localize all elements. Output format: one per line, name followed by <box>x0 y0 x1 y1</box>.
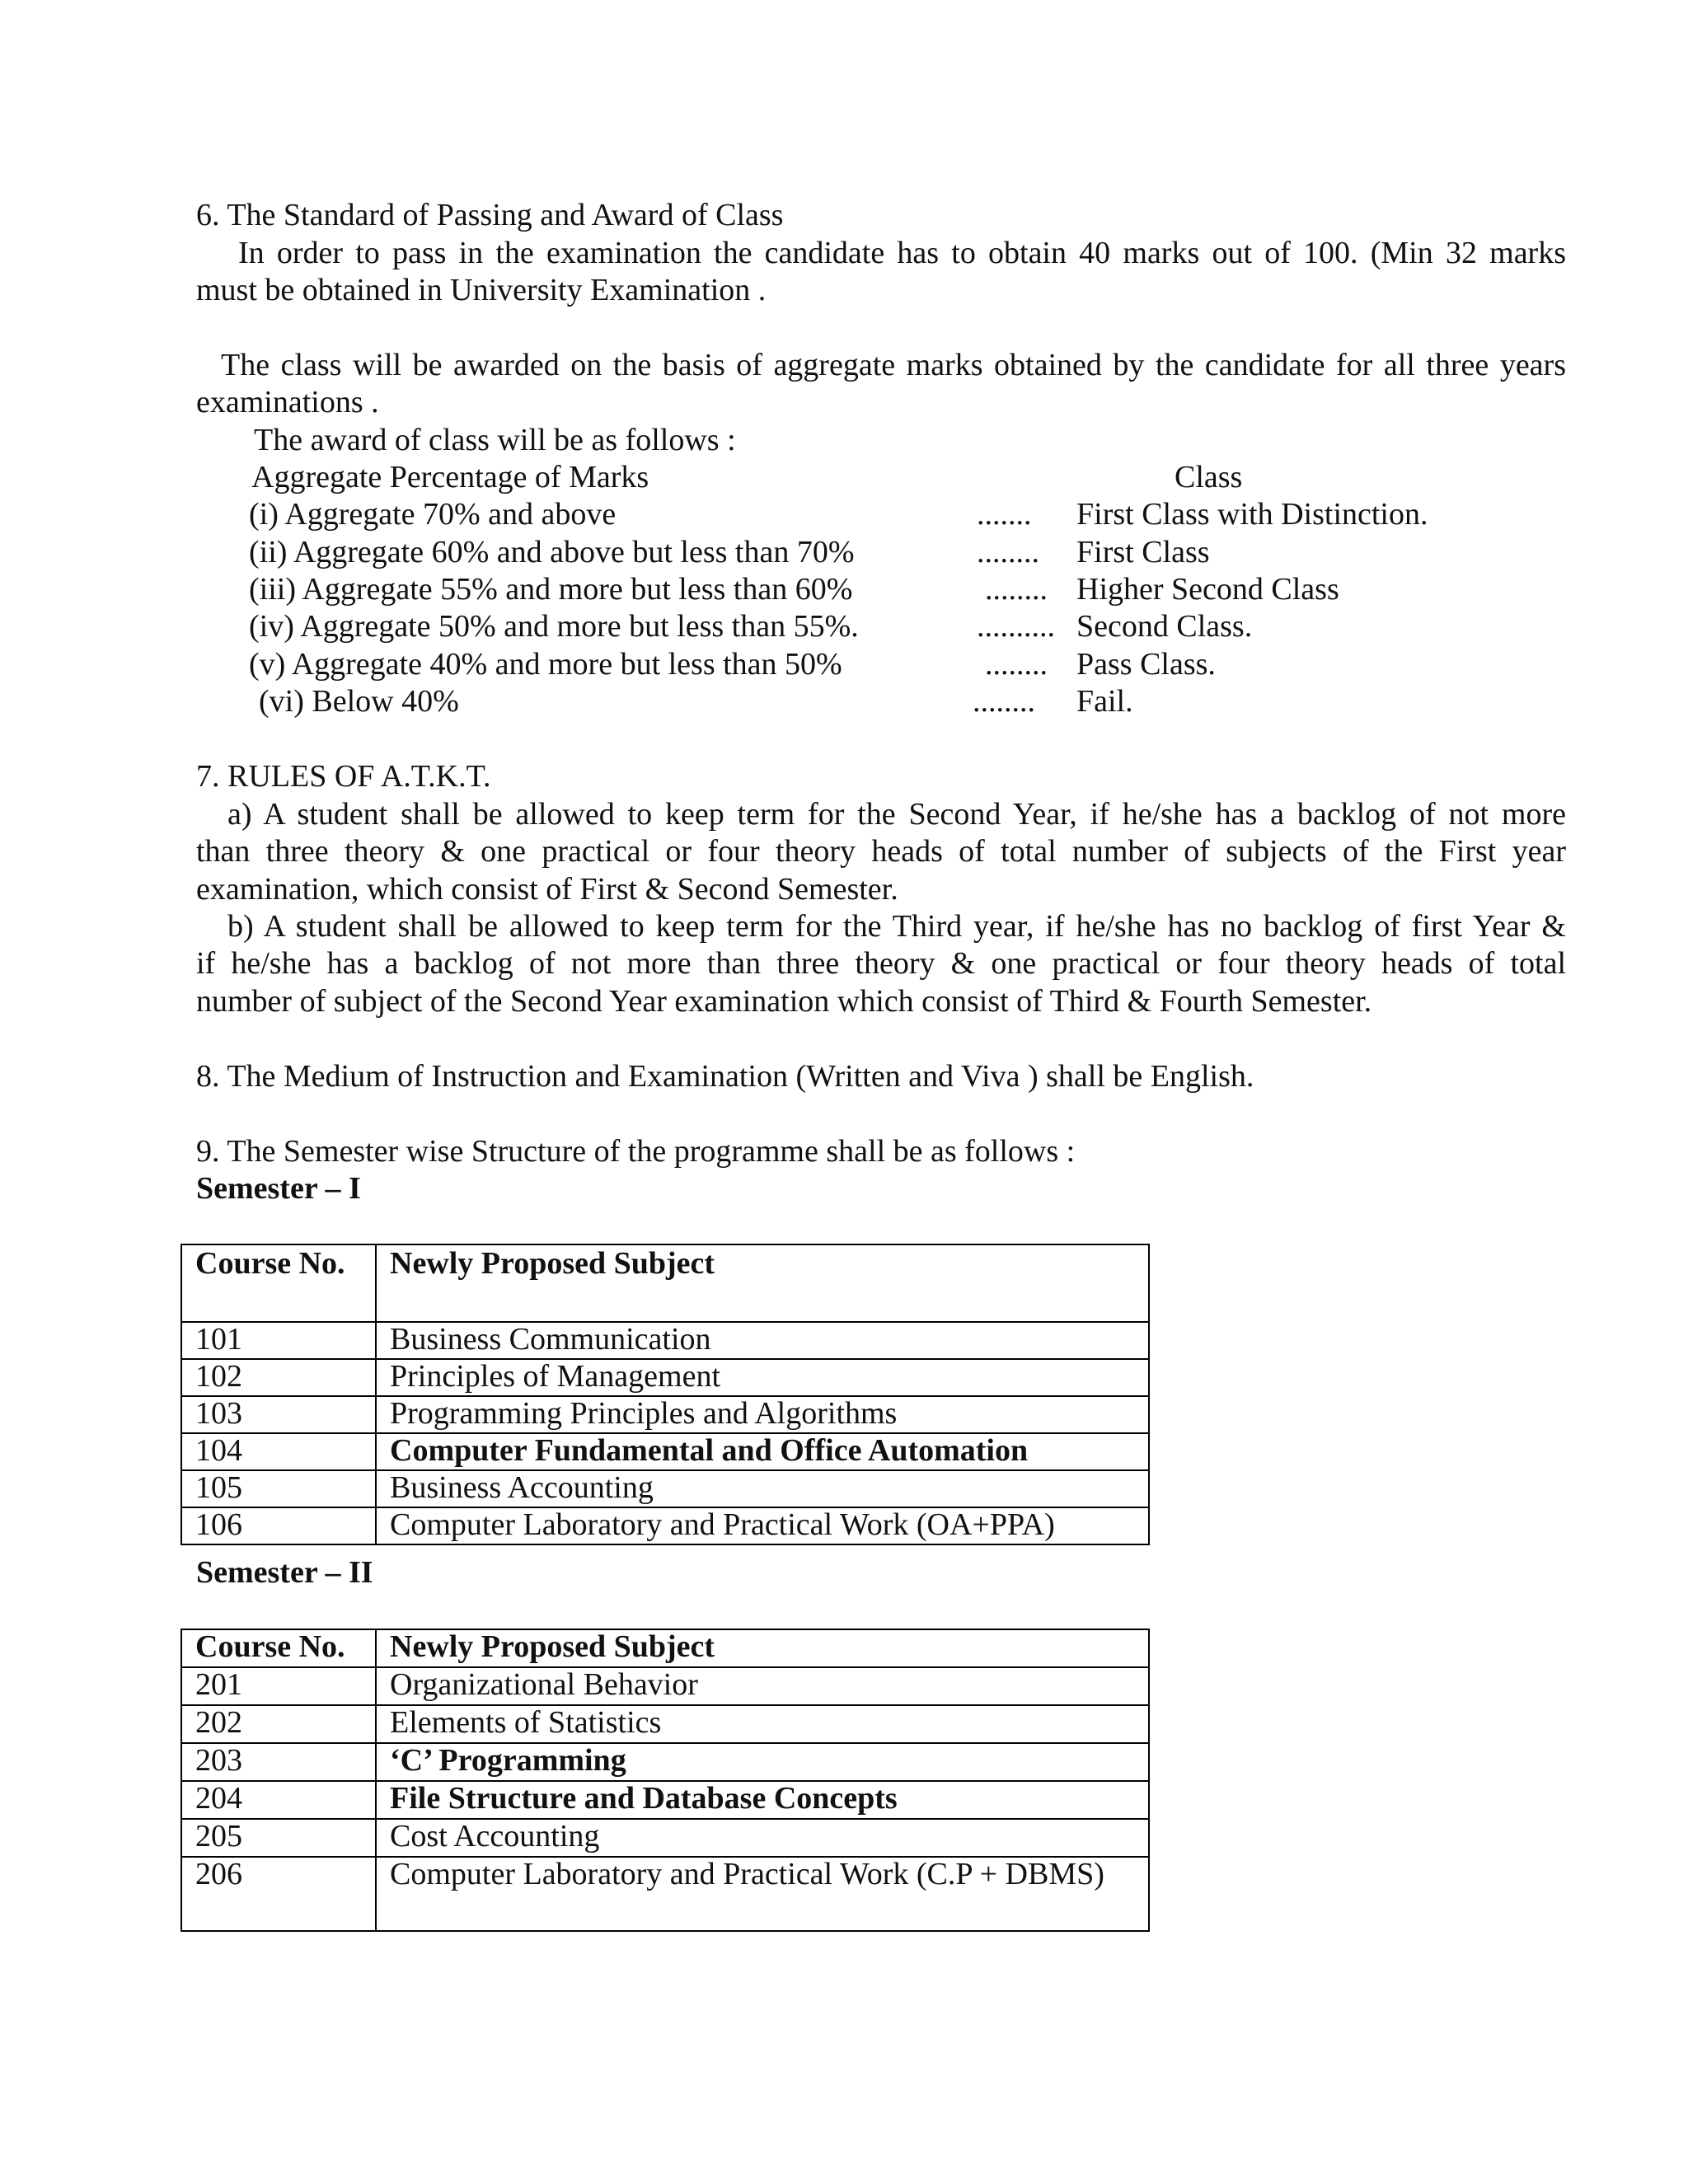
table-row <box>181 1667 1149 1705</box>
table-row <box>181 1433 1149 1470</box>
section-7-b-line2: if he/she has a backlog of not more than three theory & one practical or four theory heads of total <box>196 946 1566 981</box>
section-7-b-line3: number of subject of the Second Year examination which consist of Third & Fourth Semester. <box>196 984 1372 1019</box>
award-row <box>0 570 1688 608</box>
award-row <box>0 682 1688 720</box>
section-7-a-line3: examination, which consist of First & Second Semester. <box>196 872 898 907</box>
section-9-text: 9. The Semester wise Structure of the programme shall be as follows : <box>196 1134 1076 1169</box>
subject-cell: Computer Laboratory and Practical Work (C.P + DBMS) <box>376 1857 1149 1931</box>
award-col-right-header: Class <box>1175 460 1243 494</box>
subject-cell: ‘C’ Programming <box>376 1743 1149 1781</box>
subject-cell: Business Communication <box>376 1322 1149 1359</box>
course-no-cell: 106 <box>181 1507 376 1544</box>
award-row <box>0 495 1688 533</box>
subject-cell: Programming Principles and Algorithms <box>376 1396 1149 1433</box>
award-class: Higher Second Class <box>1076 572 1339 607</box>
award-label: (v) Aggregate 40% and more but less than 50% <box>249 647 842 682</box>
table-row <box>181 1322 1149 1359</box>
course-no-cell: 204 <box>181 1781 376 1819</box>
column-header-course-no: Course No. <box>181 1244 376 1322</box>
course-no-cell: 103 <box>181 1396 376 1433</box>
column-header-subject: Newly Proposed Subject <box>376 1244 1149 1322</box>
semester-2-table <box>181 1629 1150 1932</box>
award-label: (vi) Below 40% <box>259 684 459 719</box>
course-no-cell: 205 <box>181 1819 376 1857</box>
table-header-row <box>181 1244 1149 1322</box>
table-row <box>181 1819 1149 1857</box>
award-dots: ........ <box>985 572 1048 607</box>
semester-1-table <box>181 1244 1150 1545</box>
course-no-cell: 201 <box>181 1667 376 1705</box>
section-6-heading: 6. The Standard of Passing and Award of Class <box>196 198 784 232</box>
section-7-a-line2: than three theory & one practical or four theory heads of total number of subjects of the First year <box>196 834 1566 869</box>
course-no-cell: 105 <box>181 1470 376 1507</box>
award-label: (ii) Aggregate 60% and above but less than 70% <box>249 535 855 569</box>
course-no-cell: 102 <box>181 1359 376 1396</box>
award-dots: .......... <box>977 609 1055 644</box>
award-class: Pass Class. <box>1076 647 1216 682</box>
table-row <box>181 1359 1149 1396</box>
table-row <box>181 1470 1149 1507</box>
section-6-para1-line1: In order to pass in the examination the candidate has to obtain 40 marks out of 100. (Min 32 marks <box>238 236 1566 270</box>
award-class: Fail. <box>1076 684 1133 719</box>
column-header-subject: Newly Proposed Subject <box>376 1629 1149 1667</box>
table-row <box>181 1396 1149 1433</box>
subject-cell: File Structure and Database Concepts <box>376 1781 1149 1819</box>
course-no-cell: 101 <box>181 1322 376 1359</box>
award-row <box>0 533 1688 571</box>
table-header-row <box>181 1629 1149 1667</box>
section-8-text: 8. The Medium of Instruction and Examination (Written and Viva ) shall be English. <box>196 1059 1254 1094</box>
column-header-course-no: Course No. <box>181 1629 376 1667</box>
table-row <box>181 1705 1149 1743</box>
subject-cell: Computer Laboratory and Practical Work (OA+PPA) <box>376 1507 1149 1544</box>
section-7-b-line1: b) A student shall be allowed to keep term for the Third year, if he/she has no backlog of first Year & <box>227 909 1566 944</box>
subject-cell: Organizational Behavior <box>376 1667 1149 1705</box>
award-label: (i) Aggregate 70% and above <box>249 497 617 532</box>
award-intro: The award of class will be as follows : <box>254 423 736 457</box>
award-col-left-header: Aggregate Percentage of Marks <box>251 460 649 494</box>
award-label: (iii) Aggregate 55% and more but less than 60% <box>249 572 853 607</box>
award-row <box>0 607 1688 645</box>
section-6-para2-line2: examinations . <box>196 385 379 419</box>
table-row <box>181 1781 1149 1819</box>
subject-cell: Business Accounting <box>376 1470 1149 1507</box>
award-label: (iv) Aggregate 50% and more but less than 55%. <box>249 609 859 644</box>
subject-cell: Elements of Statistics <box>376 1705 1149 1743</box>
subject-cell: Computer Fundamental and Office Automation <box>376 1433 1149 1470</box>
award-class: First Class with Distinction. <box>1076 497 1428 532</box>
section-7-heading: 7. RULES OF A.T.K.T. <box>196 759 491 794</box>
table-row <box>181 1857 1149 1931</box>
award-dots: ........ <box>973 684 1035 719</box>
award-class: Second Class. <box>1076 609 1253 644</box>
semester-1-title: Semester – I <box>196 1171 361 1206</box>
award-class: First Class <box>1076 535 1210 569</box>
table-row <box>181 1743 1149 1781</box>
award-dots: ........ <box>985 647 1048 682</box>
section-7-a-line1: a) A student shall be allowed to keep term for the Second Year, if he/she has a backlog of not more <box>227 797 1566 832</box>
semester-2-title: Semester – II <box>196 1555 373 1590</box>
award-dots: ....... <box>977 497 1032 532</box>
course-no-cell: 206 <box>181 1857 376 1931</box>
award-dots: ........ <box>977 535 1039 569</box>
course-no-cell: 202 <box>181 1705 376 1743</box>
section-6-para1-line2: must be obtained in University Examination . <box>196 273 767 307</box>
subject-cell: Principles of Management <box>376 1359 1149 1396</box>
course-no-cell: 203 <box>181 1743 376 1781</box>
subject-cell: Cost Accounting <box>376 1819 1149 1857</box>
section-6-para2-line1: The class will be awarded on the basis of aggregate marks obtained by the candidate for all three years <box>221 348 1566 382</box>
table-row <box>181 1507 1149 1544</box>
course-no-cell: 104 <box>181 1433 376 1470</box>
award-row <box>0 645 1688 683</box>
